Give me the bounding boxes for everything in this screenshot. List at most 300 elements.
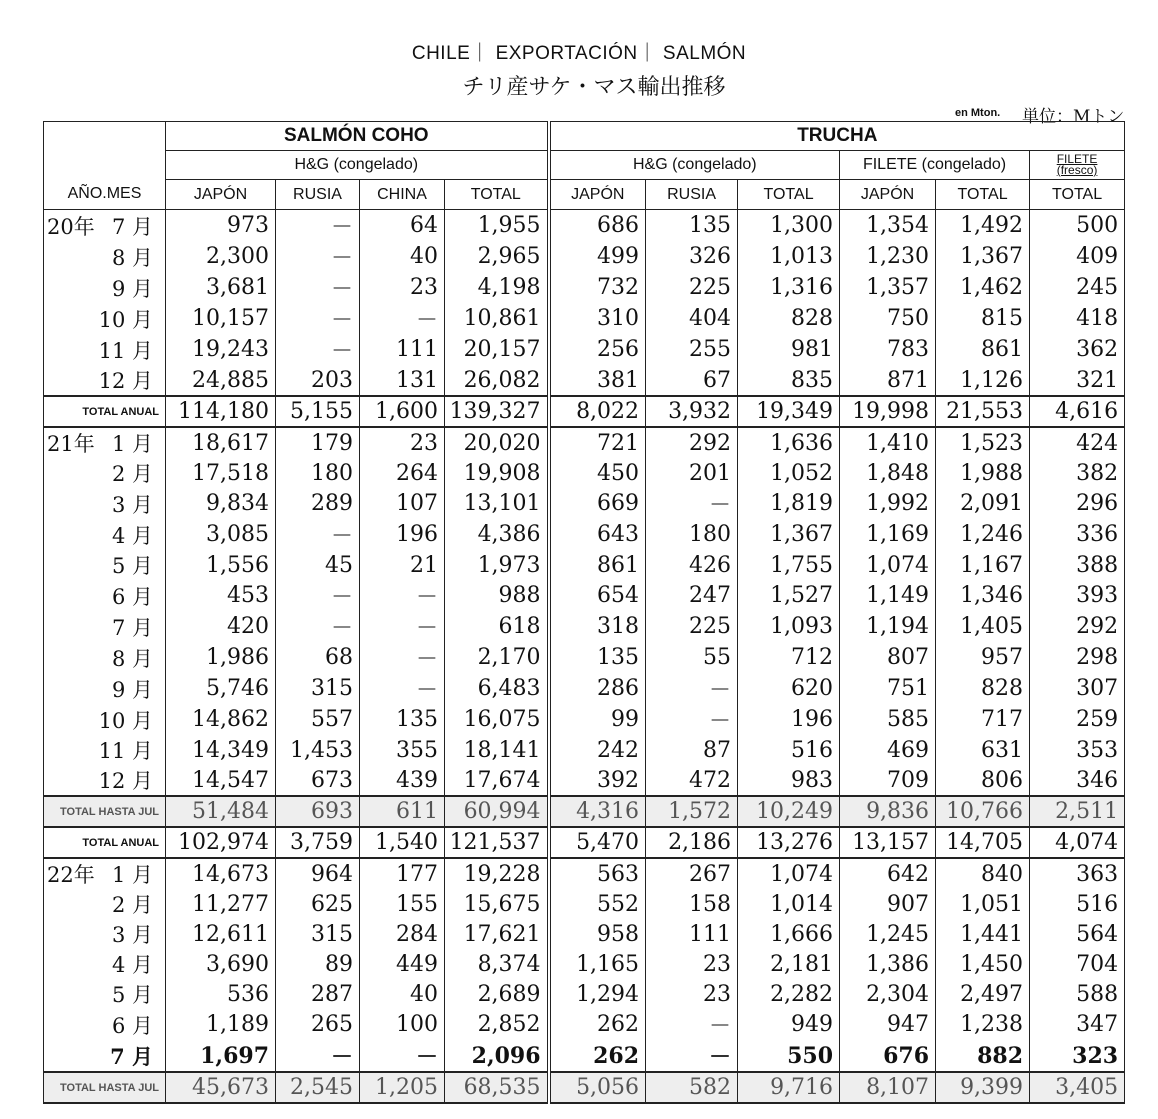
value-cell: 67 bbox=[646, 365, 738, 396]
value-cell: 582 bbox=[646, 1072, 738, 1103]
value-cell: － bbox=[646, 704, 738, 735]
month-cell: 2 月 bbox=[96, 889, 166, 919]
value-cell: 828 bbox=[936, 673, 1030, 704]
value-cell: 68 bbox=[276, 642, 360, 673]
value-cell: 196 bbox=[360, 519, 445, 550]
value-cell: 9,399 bbox=[936, 1072, 1030, 1103]
value-cell: 717 bbox=[936, 704, 1030, 735]
month-cell: 7 月 bbox=[96, 611, 166, 642]
value-cell: 2,096 bbox=[445, 1040, 549, 1072]
value-cell: 2,091 bbox=[936, 488, 1030, 519]
year-cell bbox=[44, 303, 96, 334]
total-label: TOTAL HASTA JUL bbox=[44, 1072, 166, 1103]
value-cell: 23 bbox=[360, 272, 445, 303]
value-cell: 242 bbox=[549, 735, 646, 765]
value-cell: 1,453 bbox=[276, 735, 360, 765]
value-cell: 1,386 bbox=[840, 949, 936, 979]
total-label: TOTAL ANUAL bbox=[44, 827, 166, 858]
value-cell: 2,545 bbox=[276, 1072, 360, 1103]
value-cell: 13,157 bbox=[840, 827, 936, 858]
value-cell: 631 bbox=[936, 735, 1030, 765]
value-cell: 255 bbox=[646, 334, 738, 365]
month-cell: 3 月 bbox=[96, 919, 166, 949]
value-cell: － bbox=[276, 1040, 360, 1072]
year-cell bbox=[44, 1040, 96, 1072]
value-cell: 673 bbox=[276, 765, 360, 796]
year-cell bbox=[44, 919, 96, 949]
value-cell: 1,992 bbox=[840, 488, 936, 519]
value-cell: 983 bbox=[738, 765, 840, 796]
header-coho: SALMÓN COHO bbox=[166, 122, 549, 151]
value-cell: 225 bbox=[646, 611, 738, 642]
value-cell: 424 bbox=[1030, 427, 1125, 458]
year-cell bbox=[44, 580, 96, 611]
value-cell: 1,300 bbox=[738, 210, 840, 242]
value-cell: 840 bbox=[936, 858, 1030, 889]
month-cell: 11 月 bbox=[96, 735, 166, 765]
total-row bbox=[44, 1072, 1125, 1103]
col-trucha-hg-rusia: RUSIA bbox=[646, 180, 738, 210]
value-cell: 552 bbox=[549, 889, 646, 919]
value-cell: 318 bbox=[549, 611, 646, 642]
value-cell: 323 bbox=[1030, 1040, 1125, 1072]
col-trucha-hg-total: TOTAL bbox=[738, 180, 840, 210]
value-cell: 10,861 bbox=[445, 303, 549, 334]
value-cell: 196 bbox=[738, 704, 840, 735]
value-cell: 286 bbox=[549, 673, 646, 704]
month-cell: 8 月 bbox=[96, 642, 166, 673]
value-cell: 4,316 bbox=[549, 796, 646, 827]
value-cell: 1,450 bbox=[936, 949, 1030, 979]
value-cell: 307 bbox=[1030, 673, 1125, 704]
value-cell: 835 bbox=[738, 365, 840, 396]
value-cell: 5,470 bbox=[549, 827, 646, 858]
table-row bbox=[44, 765, 1125, 796]
value-cell: 1,988 bbox=[936, 458, 1030, 488]
value-cell: － bbox=[646, 1040, 738, 1072]
value-cell: 654 bbox=[549, 580, 646, 611]
value-cell: 871 bbox=[840, 365, 936, 396]
value-cell: 2,965 bbox=[445, 241, 549, 272]
value-cell: 536 bbox=[166, 979, 276, 1009]
value-cell: 676 bbox=[840, 1040, 936, 1072]
col-coho-china: CHINA bbox=[360, 180, 445, 210]
value-cell: 1,755 bbox=[738, 550, 840, 580]
value-cell: － bbox=[276, 272, 360, 303]
value-cell: 1,074 bbox=[738, 858, 840, 889]
value-cell: 12,611 bbox=[166, 919, 276, 949]
col-trucha-fresco-total: TOTAL bbox=[1030, 180, 1125, 210]
value-cell: 23 bbox=[646, 949, 738, 979]
value-cell: 158 bbox=[646, 889, 738, 919]
value-cell: 1,126 bbox=[936, 365, 1030, 396]
table-row bbox=[44, 519, 1125, 550]
value-cell: 426 bbox=[646, 550, 738, 580]
value-cell: 292 bbox=[1030, 611, 1125, 642]
value-cell: 472 bbox=[646, 765, 738, 796]
value-cell: 18,617 bbox=[166, 427, 276, 458]
value-cell: － bbox=[276, 210, 360, 242]
table-row bbox=[44, 735, 1125, 765]
value-cell: 1,462 bbox=[936, 272, 1030, 303]
value-cell: 807 bbox=[840, 642, 936, 673]
value-cell: 6,483 bbox=[445, 673, 549, 704]
value-cell: 388 bbox=[1030, 550, 1125, 580]
value-cell: 1,074 bbox=[840, 550, 936, 580]
value-cell: 957 bbox=[936, 642, 1030, 673]
value-cell: 500 bbox=[1030, 210, 1125, 242]
value-cell: 861 bbox=[549, 550, 646, 580]
year-cell bbox=[44, 1009, 96, 1040]
value-cell: 1,367 bbox=[738, 519, 840, 550]
value-cell: 45 bbox=[276, 550, 360, 580]
value-cell: － bbox=[276, 334, 360, 365]
value-cell: 1,093 bbox=[738, 611, 840, 642]
value-cell: 87 bbox=[646, 735, 738, 765]
year-cell bbox=[44, 673, 96, 704]
year-cell: 20年 bbox=[44, 210, 96, 242]
value-cell: 499 bbox=[549, 241, 646, 272]
value-cell: 516 bbox=[738, 735, 840, 765]
value-cell: 2,181 bbox=[738, 949, 840, 979]
value-cell: 882 bbox=[936, 1040, 1030, 1072]
value-cell: － bbox=[276, 611, 360, 642]
value-cell: 21 bbox=[360, 550, 445, 580]
month-cell: 6 月 bbox=[96, 1009, 166, 1040]
value-cell: 10,249 bbox=[738, 796, 840, 827]
value-cell: － bbox=[360, 611, 445, 642]
value-cell: 563 bbox=[549, 858, 646, 889]
value-cell: 382 bbox=[1030, 458, 1125, 488]
value-cell: 2,689 bbox=[445, 979, 549, 1009]
value-cell: 751 bbox=[840, 673, 936, 704]
table-row bbox=[44, 642, 1125, 673]
value-cell: 21,553 bbox=[936, 396, 1030, 427]
value-cell: 988 bbox=[445, 580, 549, 611]
value-cell: 23 bbox=[360, 427, 445, 458]
value-cell: 1,492 bbox=[936, 210, 1030, 242]
total-row bbox=[44, 396, 1125, 427]
value-cell: 40 bbox=[360, 241, 445, 272]
value-cell: 2,300 bbox=[166, 241, 276, 272]
value-cell: 1,052 bbox=[738, 458, 840, 488]
month-cell: 6 月 bbox=[96, 580, 166, 611]
col-coho-rusia: RUSIA bbox=[276, 180, 360, 210]
year-cell bbox=[44, 334, 96, 365]
value-cell: 907 bbox=[840, 889, 936, 919]
table-row bbox=[44, 979, 1125, 1009]
value-cell: 15,675 bbox=[445, 889, 549, 919]
value-cell: 721 bbox=[549, 427, 646, 458]
value-cell: 404 bbox=[646, 303, 738, 334]
value-cell: 392 bbox=[549, 765, 646, 796]
unit-label-es: en Mton. bbox=[955, 107, 1001, 119]
header-hg-trucha: H&G (congelado) bbox=[549, 151, 840, 180]
month-cell: 2 月 bbox=[96, 458, 166, 488]
value-cell: 2,304 bbox=[840, 979, 936, 1009]
month-cell: 10 月 bbox=[96, 704, 166, 735]
value-cell: 1,245 bbox=[840, 919, 936, 949]
value-cell: 13,276 bbox=[738, 827, 840, 858]
value-cell: 203 bbox=[276, 365, 360, 396]
value-cell: 3,690 bbox=[166, 949, 276, 979]
value-cell: 2,170 bbox=[445, 642, 549, 673]
table-row bbox=[44, 458, 1125, 488]
value-cell: 19,998 bbox=[840, 396, 936, 427]
value-cell: 3,405 bbox=[1030, 1072, 1125, 1103]
year-cell bbox=[44, 889, 96, 919]
table-row bbox=[44, 334, 1125, 365]
value-cell: 1,527 bbox=[738, 580, 840, 611]
value-cell: 111 bbox=[360, 334, 445, 365]
value-cell: 712 bbox=[738, 642, 840, 673]
value-cell: 45,673 bbox=[166, 1072, 276, 1103]
month-cell: 11 月 bbox=[96, 334, 166, 365]
month-cell: 5 月 bbox=[96, 979, 166, 1009]
month-cell: 12 月 bbox=[96, 765, 166, 796]
year-cell bbox=[44, 365, 96, 396]
value-cell: 947 bbox=[840, 1009, 936, 1040]
table-row bbox=[44, 580, 1125, 611]
value-cell: 16,075 bbox=[445, 704, 549, 735]
value-cell: 19,349 bbox=[738, 396, 840, 427]
value-cell: 1,194 bbox=[840, 611, 936, 642]
value-cell: 363 bbox=[1030, 858, 1125, 889]
value-cell: 669 bbox=[549, 488, 646, 519]
col-coho-japon: JAPÓN bbox=[166, 180, 276, 210]
year-cell bbox=[44, 519, 96, 550]
value-cell: 1,205 bbox=[360, 1072, 445, 1103]
table-row bbox=[44, 1040, 1125, 1072]
value-cell: 114,180 bbox=[166, 396, 276, 427]
filete-fresco-line1: FILETE bbox=[1056, 152, 1098, 166]
value-cell: 107 bbox=[360, 488, 445, 519]
value-cell: 135 bbox=[549, 642, 646, 673]
value-cell: 139,327 bbox=[445, 396, 549, 427]
value-cell: － bbox=[360, 580, 445, 611]
value-cell: 1,819 bbox=[738, 488, 840, 519]
value-cell: － bbox=[360, 1040, 445, 1072]
value-cell: 704 bbox=[1030, 949, 1125, 979]
value-cell: 362 bbox=[1030, 334, 1125, 365]
total-label: TOTAL ANUAL bbox=[44, 396, 166, 427]
value-cell: － bbox=[276, 303, 360, 334]
value-cell: 1,230 bbox=[840, 241, 936, 272]
value-cell: 296 bbox=[1030, 488, 1125, 519]
header-filete-congelado: FILETE (congelado) bbox=[840, 151, 1030, 180]
header-trucha: TRUCHA bbox=[549, 122, 1125, 151]
total-row bbox=[44, 827, 1125, 858]
value-cell: 557 bbox=[276, 704, 360, 735]
value-cell: 3,759 bbox=[276, 827, 360, 858]
value-cell: － bbox=[360, 303, 445, 334]
table-row bbox=[44, 550, 1125, 580]
value-cell: 19,228 bbox=[445, 858, 549, 889]
value-cell: 4,386 bbox=[445, 519, 549, 550]
value-cell: 9,716 bbox=[738, 1072, 840, 1103]
unit-label-jp: 単位：Mトン bbox=[1022, 107, 1125, 127]
year-cell bbox=[44, 704, 96, 735]
value-cell: 310 bbox=[549, 303, 646, 334]
month-cell: 1 月 bbox=[96, 427, 166, 458]
value-cell: 26,082 bbox=[445, 365, 549, 396]
value-cell: 1,600 bbox=[360, 396, 445, 427]
value-cell: 1,357 bbox=[840, 272, 936, 303]
value-cell: 732 bbox=[549, 272, 646, 303]
value-cell: 10,766 bbox=[936, 796, 1030, 827]
value-cell: 287 bbox=[276, 979, 360, 1009]
month-cell: 4 月 bbox=[96, 949, 166, 979]
value-cell: － bbox=[360, 673, 445, 704]
value-cell: － bbox=[646, 673, 738, 704]
value-cell: 68,535 bbox=[445, 1072, 549, 1103]
value-cell: 2,282 bbox=[738, 979, 840, 1009]
value-cell: 1,165 bbox=[549, 949, 646, 979]
value-cell: 1,572 bbox=[646, 796, 738, 827]
page-subtitle-jp: チリ産サケ・マス輸出推移 bbox=[462, 75, 726, 100]
value-cell: 315 bbox=[276, 673, 360, 704]
value-cell: 336 bbox=[1030, 519, 1125, 550]
value-cell: 60,994 bbox=[445, 796, 549, 827]
value-cell: 17,621 bbox=[445, 919, 549, 949]
table-row bbox=[44, 427, 1125, 458]
month-cell: 7 月 bbox=[96, 1040, 166, 1072]
value-cell: 201 bbox=[646, 458, 738, 488]
table-row bbox=[44, 704, 1125, 735]
table-row bbox=[44, 488, 1125, 519]
value-cell: － bbox=[276, 519, 360, 550]
value-cell: 625 bbox=[276, 889, 360, 919]
value-cell: 265 bbox=[276, 1009, 360, 1040]
value-cell: － bbox=[646, 1009, 738, 1040]
value-cell: 588 bbox=[1030, 979, 1125, 1009]
year-cell bbox=[44, 241, 96, 272]
value-cell: 180 bbox=[276, 458, 360, 488]
value-cell: 973 bbox=[166, 210, 276, 242]
value-cell: 1,346 bbox=[936, 580, 1030, 611]
value-cell: 225 bbox=[646, 272, 738, 303]
value-cell: 686 bbox=[549, 210, 646, 242]
value-cell: 550 bbox=[738, 1040, 840, 1072]
value-cell: 949 bbox=[738, 1009, 840, 1040]
table-row bbox=[44, 889, 1125, 919]
year-cell bbox=[44, 458, 96, 488]
value-cell: 135 bbox=[646, 210, 738, 242]
value-cell: 99 bbox=[549, 704, 646, 735]
value-cell: 298 bbox=[1030, 642, 1125, 673]
value-cell: 121,537 bbox=[445, 827, 549, 858]
corner-cell bbox=[44, 122, 166, 180]
value-cell: 1,189 bbox=[166, 1009, 276, 1040]
col-trucha-filete-japon: JAPÓN bbox=[840, 180, 936, 210]
value-cell: 1,014 bbox=[738, 889, 840, 919]
month-cell: 9 月 bbox=[96, 272, 166, 303]
value-cell: 564 bbox=[1030, 919, 1125, 949]
month-cell: 3 月 bbox=[96, 488, 166, 519]
value-cell: 11,277 bbox=[166, 889, 276, 919]
value-cell: 177 bbox=[360, 858, 445, 889]
table-row bbox=[44, 303, 1125, 334]
month-cell: 12 月 bbox=[96, 365, 166, 396]
month-cell: 8 月 bbox=[96, 241, 166, 272]
value-cell: 20,020 bbox=[445, 427, 549, 458]
table-row bbox=[44, 241, 1125, 272]
value-cell: 4,616 bbox=[1030, 396, 1125, 427]
total-row bbox=[44, 796, 1125, 827]
value-cell: 19,243 bbox=[166, 334, 276, 365]
value-cell: 180 bbox=[646, 519, 738, 550]
value-cell: 245 bbox=[1030, 272, 1125, 303]
value-cell: 643 bbox=[549, 519, 646, 550]
year-cell bbox=[44, 550, 96, 580]
value-cell: 259 bbox=[1030, 704, 1125, 735]
value-cell: － bbox=[646, 488, 738, 519]
value-cell: 393 bbox=[1030, 580, 1125, 611]
value-cell: 347 bbox=[1030, 1009, 1125, 1040]
value-cell: 449 bbox=[360, 949, 445, 979]
value-cell: 321 bbox=[1030, 365, 1125, 396]
value-cell: 709 bbox=[840, 765, 936, 796]
month-cell: 1 月 bbox=[96, 858, 166, 889]
value-cell: 131 bbox=[360, 365, 445, 396]
value-cell: 1,246 bbox=[936, 519, 1030, 550]
value-cell: 861 bbox=[936, 334, 1030, 365]
value-cell: 450 bbox=[549, 458, 646, 488]
value-cell: 958 bbox=[549, 919, 646, 949]
value-cell: 1,441 bbox=[936, 919, 1030, 949]
value-cell: 17,674 bbox=[445, 765, 549, 796]
value-cell: 1,523 bbox=[936, 427, 1030, 458]
value-cell: 1,973 bbox=[445, 550, 549, 580]
value-cell: 3,681 bbox=[166, 272, 276, 303]
value-cell: 64 bbox=[360, 210, 445, 242]
value-cell: 1,986 bbox=[166, 642, 276, 673]
value-cell: 5,746 bbox=[166, 673, 276, 704]
value-cell: 964 bbox=[276, 858, 360, 889]
value-cell: 1,556 bbox=[166, 550, 276, 580]
value-cell: 981 bbox=[738, 334, 840, 365]
year-cell bbox=[44, 611, 96, 642]
value-cell: 14,547 bbox=[166, 765, 276, 796]
value-cell: 155 bbox=[360, 889, 445, 919]
col-trucha-filete-total: TOTAL bbox=[936, 180, 1030, 210]
value-cell: 5,155 bbox=[276, 396, 360, 427]
table-row bbox=[44, 673, 1125, 704]
year-cell bbox=[44, 735, 96, 765]
value-cell: 1,636 bbox=[738, 427, 840, 458]
table-body bbox=[44, 210, 1125, 1104]
month-cell: 5 月 bbox=[96, 550, 166, 580]
year-cell bbox=[44, 979, 96, 1009]
value-cell: 8,107 bbox=[840, 1072, 936, 1103]
col-coho-total: TOTAL bbox=[445, 180, 549, 210]
value-cell: 783 bbox=[840, 334, 936, 365]
value-cell: 51,484 bbox=[166, 796, 276, 827]
value-cell: 828 bbox=[738, 303, 840, 334]
value-cell: 14,705 bbox=[936, 827, 1030, 858]
value-cell: 2,497 bbox=[936, 979, 1030, 1009]
value-cell: 262 bbox=[549, 1009, 646, 1040]
month-cell: 10 月 bbox=[96, 303, 166, 334]
value-cell: 264 bbox=[360, 458, 445, 488]
value-cell: 642 bbox=[840, 858, 936, 889]
table-row bbox=[44, 272, 1125, 303]
value-cell: 10,157 bbox=[166, 303, 276, 334]
value-cell: 2,511 bbox=[1030, 796, 1125, 827]
value-cell: 3,932 bbox=[646, 396, 738, 427]
value-cell: 89 bbox=[276, 949, 360, 979]
year-cell bbox=[44, 488, 96, 519]
